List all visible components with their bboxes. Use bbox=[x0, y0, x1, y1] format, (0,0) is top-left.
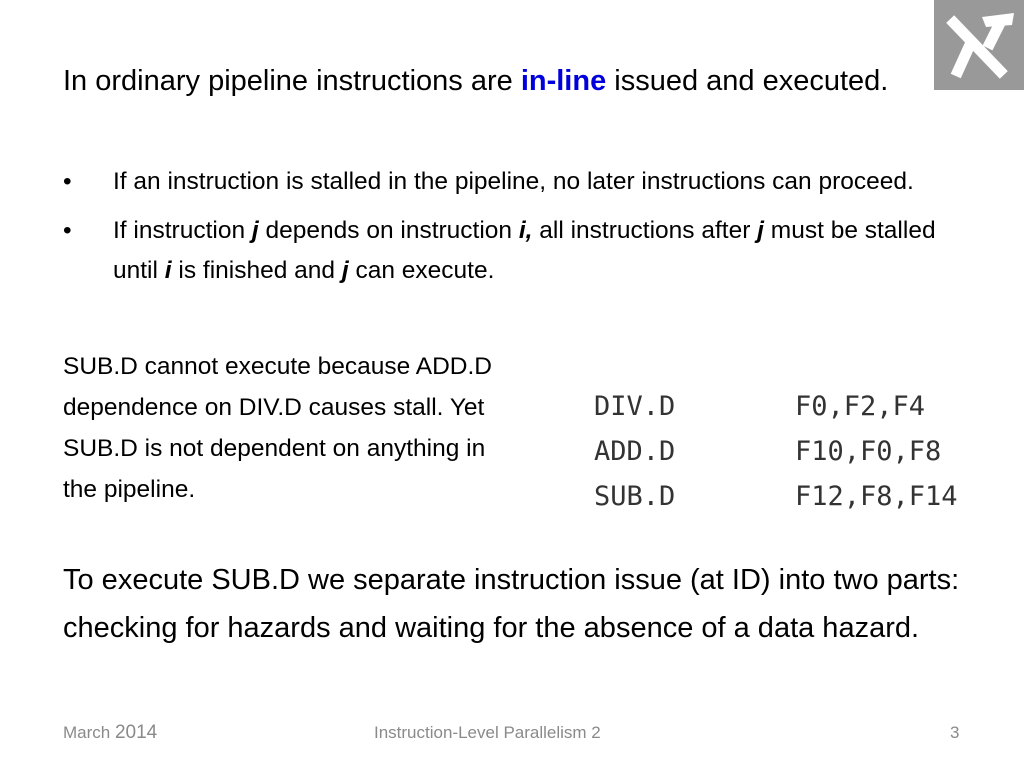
code-opcode: SUB.D bbox=[594, 481, 676, 512]
variable-i: i, bbox=[518, 217, 533, 244]
bullet-marker: • bbox=[63, 217, 72, 244]
code-line bbox=[594, 429, 958, 474]
bullet-marker: • bbox=[63, 168, 72, 195]
logo bbox=[934, 0, 1024, 90]
intro-paragraph bbox=[63, 58, 943, 105]
code-opcode: ADD.D bbox=[594, 436, 676, 467]
intro-text-start: In ordinary pipeline instructions are bbox=[63, 65, 521, 97]
bullet-item bbox=[63, 211, 963, 291]
variable-j: j bbox=[251, 217, 259, 244]
footer-date bbox=[63, 721, 157, 745]
intro-text-end: issued and executed. bbox=[606, 65, 889, 97]
code-operands: F12,F8,F14 bbox=[795, 481, 958, 512]
bullet-list bbox=[63, 162, 963, 300]
bullet-text-segment: can execute. bbox=[348, 257, 495, 284]
explanation-text: SUB.D cannot execute because ADD.D dependence on DIV.D causes stall. Yet SUB.D is not dependent on anything in the pipeline. bbox=[63, 353, 492, 503]
bullet-text-segment: depends on instruction bbox=[258, 217, 519, 244]
conclusion-paragraph: To execute SUB.D we separate instruction issue (at ID) into two parts: checking for hazards and waiting for the absence of a data hazard. bbox=[63, 564, 960, 644]
footer-year: 2014 bbox=[114, 722, 158, 743]
code-operands: F0,F2,F4 bbox=[795, 391, 926, 422]
bullet-text-segment: is finished and bbox=[171, 257, 342, 284]
code-operands: F10,F0,F8 bbox=[795, 436, 942, 467]
bullet-text-segment: must be stalled until bbox=[113, 217, 936, 284]
code-line bbox=[594, 474, 958, 519]
bullet-item bbox=[63, 162, 963, 202]
bullet-text-segment: If instruction bbox=[113, 217, 252, 244]
footer-month: March bbox=[63, 723, 115, 742]
bullet-text: If an instruction is stalled in the pipeline, no later instructions can proceed. bbox=[113, 168, 914, 195]
variable-i: i bbox=[164, 257, 172, 284]
variable-j: j bbox=[757, 217, 764, 244]
bullet-text-segment: all instructions after bbox=[532, 217, 758, 244]
footer-title: Instruction-Level Parallelism 2 bbox=[374, 723, 601, 742]
hebrew-letter-logo-icon bbox=[942, 11, 1016, 79]
page-number: 3 bbox=[950, 723, 960, 742]
variable-j: j bbox=[341, 257, 349, 284]
code-line bbox=[594, 384, 958, 429]
code-listing bbox=[594, 384, 958, 519]
intro-highlight: in-line bbox=[520, 65, 607, 97]
code-opcode: DIV.D bbox=[594, 391, 676, 422]
